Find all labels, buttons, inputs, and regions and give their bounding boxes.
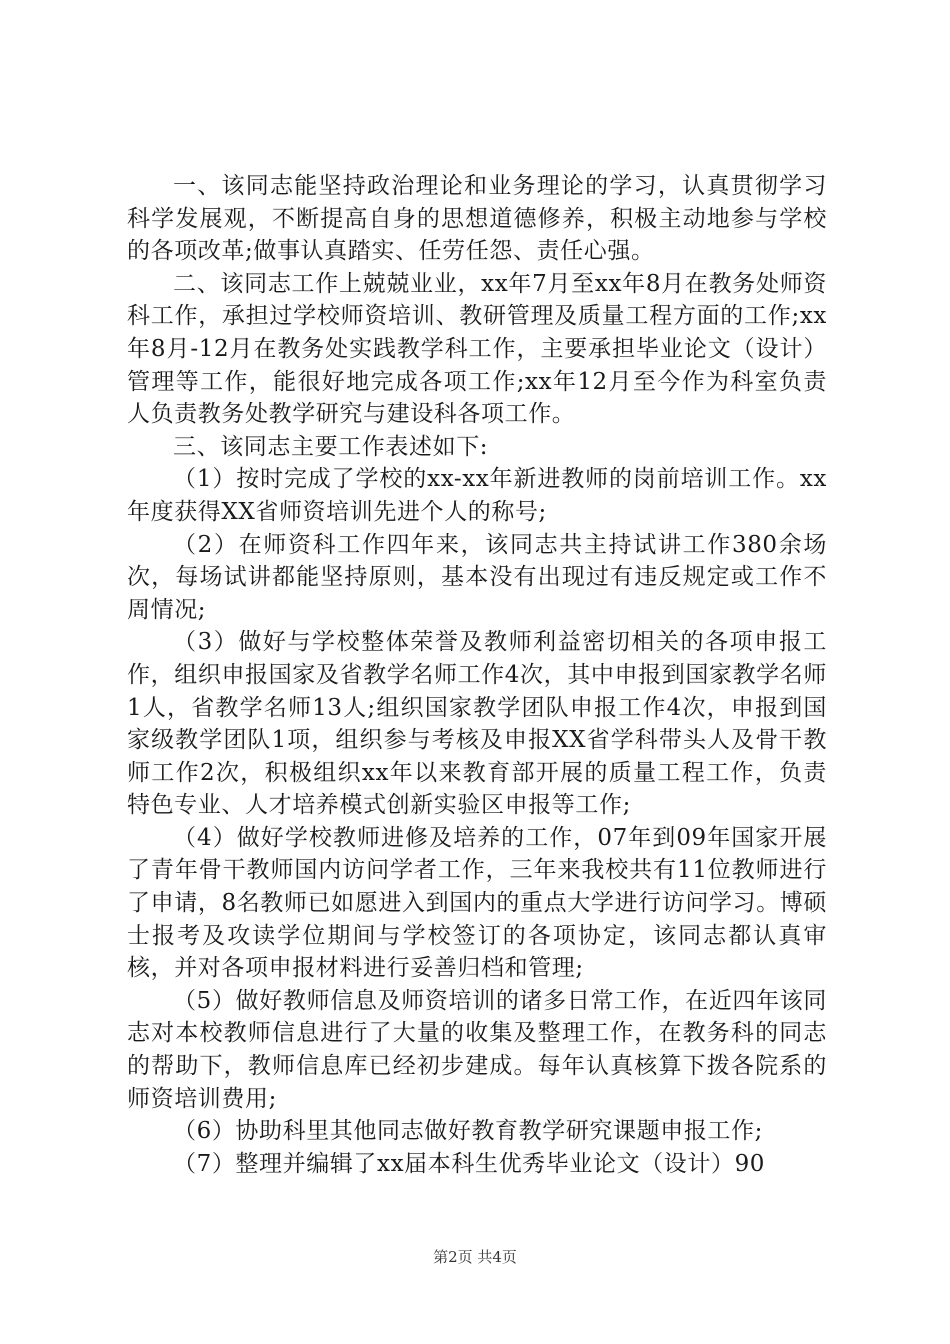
paragraph-9: （6）协助科里其他同志做好教育教学研究课题申报工作; (173, 1118, 763, 1145)
paragraph-3: 三、该同志主要工作表述如下: (173, 433, 489, 460)
paragraph-10: （7）整理并编辑了xx届本科生优秀毕业论文（设计）90 (173, 1150, 766, 1177)
paragraph-5: （2）在师资科工作四年来，该同志共主持试讲工作380余场次，每场试讲都能坚持原则，基本没有出现过有违反规定或工作不周情况; (127, 531, 827, 623)
paragraph-4: （1）按时完成了学校的xx-xx年新进教师的岗前培训工作。xx年度获得XX省师资培训先进个人的称号; (127, 466, 827, 525)
paragraph-2: 二、该同志工作上兢兢业业，xx年7月至xx年8月在教务处师资科工作，承担过学校师资培训、教研管理及质量工程方面的工作;xx年8月-12月在教务处实践教学科工作，主要承担毕业论文（设计）管理等工作，能很好地完成各项工作;xx年12月至今作为科室负责人负责教务处教学研究与建设科各项工作。 (127, 270, 827, 428)
page-footer: 第2页 共4页 (433, 1248, 517, 1266)
paragraph-6: （3）做好与学校整体荣誉及教师利益密切相关的各项申报工作，组织申报国家及省教学名师工作4次，其中申报到国家教学名师1人，省教学名师13人;组织国家教学团队申报工作4次，申报到国家级教学团队1项，组织参与考核及申报XX省学科带头人及骨干教师工作2次，积极组织xx年以来教育部开展的质量工程工作，负责特色专业、人才培养模式创新实验区申报等工作; (127, 629, 827, 819)
paragraph-8: （5）做好教师信息及师资培训的诸多日常工作，在近四年该同志对本校教师信息进行了大量的收集及整理工作，在教务科的同志的帮助下，教师信息库已经初步建成。每年认真核算下拨各院系的师资培训费用; (127, 987, 827, 1112)
paragraph-1: 一、该同志能坚持政治理论和业务理论的学习，认真贯彻学习科学发展观，不断提高自身的思想道德修养，积极主动地参与学校的各项改革;做事认真踏实、任劳任怨、责任心强。 (127, 173, 827, 265)
paragraph-7: （4）做好学校教师进修及培养的工作，07年到09年国家开展了青年骨干教师国内访问学者工作，三年来我校共有11位教师进行了申请，8名教师已如愿进入到国内的重点大学进行访问学习。博硕士报考及攻读学位期间与学校签订的各项协定，该同志都认真审核，并对各项申报材料进行妥善归档和管理; (127, 824, 827, 982)
document-body (127, 170, 827, 1180)
